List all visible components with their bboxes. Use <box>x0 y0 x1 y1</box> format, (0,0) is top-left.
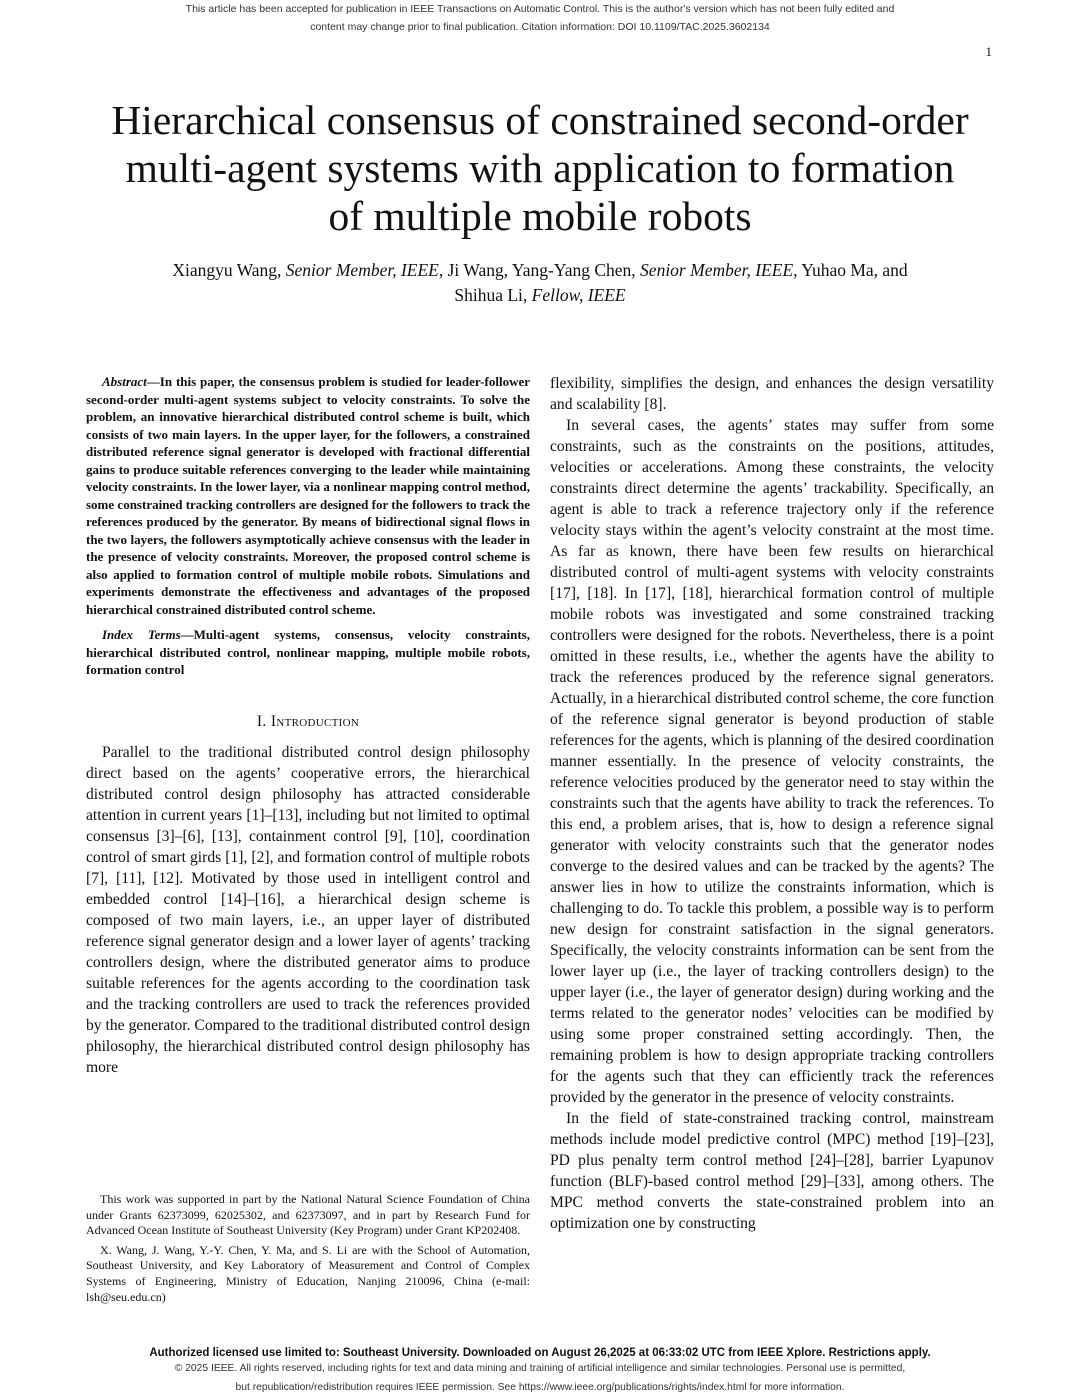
funding-note: This work was supported in part by the National Natural Science Foundation of China under Grants 62373099, 62025302, and 62373097, and in part by Research Fund for Advanced Ocean Institute of Southeast University (Key Program) under Grant KP202408. <box>86 1192 530 1238</box>
license-line-1: Authorized licensed use limited to: Southeast University. Downloaded on August 26,2025 at 06:33:02 UTC from IEEE Xplore. Restrictions apply. <box>149 1347 931 1359</box>
author-names: Ji Wang, Yang-Yang Chen, <box>447 260 636 280</box>
index-terms <box>86 626 530 679</box>
license-line-2: © 2025 IEEE. All rights reserved, including rights for text and data mining and training of artificial intelligence and similar technologies. Personal use is permitted, <box>174 1363 906 1374</box>
intro-paragraph-3: In the field of state-constrained tracking control, mainstream methods include model predictive control (MPC) method [19]–[23], PD plus penalty term control method [24]–[28], barrier Lyapunov function (BLF)-based control method [29]–[33], among others. The MPC method converts the state-constrained problem into an optimization one by constructing <box>550 1110 994 1232</box>
publication-banner <box>0 0 1080 36</box>
banner-line-2: content may change prior to final publication. Citation information: DOI 10.1109/TAC.2025.3602134 <box>310 21 770 33</box>
license-line-3: but republication/redistribution requires IEEE permission. See https://www.ieee.org/publications/rights/index.html for more information. <box>235 1382 845 1393</box>
title-line-3: of multiple mobile robots <box>328 193 752 239</box>
abstract-text: —In this paper, the consensus problem is studied for leader-follower second-order multi-agent systems subject to velocity constraints. To solve the problem, an innovative hierarchical distributed control scheme is built, which consists of two main layers. In the upper layer, for the followers, a constrained distributed reference signal generator is developed with fractional differential gains to produce suitable references converging to the leader while maintaining velocity constraints. In the lower layer, via a nonlinear mapping control method, some constrained tracking controllers are designed for the followers to track the references produced by the generator. By means of bidirectional signal flows in the two layers, the followers asymptotically achieve consensus with the leader in the presence of velocity constraints. Moreover, the proposed control scheme is also applied to formation control of multiple mobile robots. Simulations and experiments demonstrate the effectiveness and advantages of the proposed hierarchical constrained distributed control scheme. <box>86 374 530 617</box>
section-number: I. <box>256 712 267 730</box>
banner-line-1: This article has been accepted for publication in IEEE Transactions on Automatic Control. This is the author's version which has not been fully edited and <box>185 3 895 15</box>
paper-title <box>60 96 1020 240</box>
author-li-shihua: Shihua Li, <box>454 285 528 305</box>
intro-paragraph-1-continued: flexibility, simplifies the design, and enhances the design versatility and scalability [8]. <box>550 375 994 413</box>
page-number: 1 <box>985 44 992 59</box>
author-role: Senior Member, IEEE, <box>285 260 444 280</box>
index-terms-text: —Multi-agent systems, consensus, velocity constraints, hierarchical distributed control, nonlinear mapping, multiple mobile robots, formation control <box>86 627 530 677</box>
author-line-2 <box>80 283 1000 308</box>
intro-paragraph-2: In several cases, the agents’ states may suffer from some constraints, such as the constraints on the positions, attitudes, velocities or accelerations. Among these constraints, the velocity constraints direct determine the agents’ trackability. Specifically, an agent is able to track a reference trajectory only if the reference velocity stays within the agent’s velocity constraint at the most time. As far as known, there have been few results on hierarchical distributed control of multi-agent systems with velocity constraints [17], [18]. In [17], [18], hierarchical formation control of multiple mobile robots was investigated and some constrained tracking controllers were designed for the robots. Nevertheless, there is a point omitted in these results, i.e., whether the agents have the ability to track the references produced by the reference signal generators. Actually, in a hierarchical distributed control scheme, the core function of the reference signal generator is beyond production of stable references for the agents, which is planning of the desired coordination manner essentially. In the presence of velocity constraints, the reference velocities produced by the generator need to stay within the constraints such that the agents have ability to track the references. To this end, a problem arises, that is, how to design a reference signal generator with velocity constraints such that the generator nodes converge to the desired values and can be tracked by the agents? The answer lies in how to utilize the constraints information, which is challenging to do. To tackle this problem, a possible way is to perform new design for constraint satisfaction in the signal generators. Specifically, the velocity constraints information can be sent from the lower layer up (i.e., the layer of tracking controllers design) to the upper layer (i.e., the layer of generator design) during working and the terms related to the generator nodes’ velocities can be modified by using some proper constrained setting accordingly. Then, the remaining problem is how to design appropriate tracking controllers for the agents such that they can efficiently track the references provided by the generator in the presence of velocity constraints. <box>550 417 994 1106</box>
author-role: Fellow, IEEE <box>531 285 626 305</box>
author-role: Senior Member, IEEE, <box>640 260 798 280</box>
license-footer <box>0 1346 1080 1395</box>
section-title: Introduction <box>270 712 360 730</box>
intro-paragraph-1: Parallel to the traditional distributed control design philosophy direct based on the agents’ cooperative errors, the hierarchical distributed control design philosophy has attracted considerable attention in current years [1]–[13], including but not limited to optimal consensus [3]–[6], [13], containment control [9], [10], coordination control of smart girds [1], [2], and formation control of multiple robots [7], [11], [12]. Motivated by those used in intelligent control and embedded control [14]–[16], a hierarchical design scheme is composed of two main layers, i.e., an upper layer of distributed reference signal generator design and a lower layer of agents’ tracking controllers design, where the distributed generator aims to produce suitable references for the agents according to the coordination task and the tracking controllers are used to track the references provided by the generator. Compared to the traditional distributed control design philosophy, the hierarchical distributed control design philosophy has more <box>86 743 530 1076</box>
author-line-1 <box>80 258 1000 283</box>
right-column <box>550 373 994 1234</box>
author-list <box>80 258 1000 308</box>
author-names: Yuhao Ma, and <box>801 260 908 280</box>
title-line-2: multi-agent systems with application to formation <box>125 145 955 191</box>
section-heading <box>86 711 530 732</box>
footnote <box>86 1192 530 1305</box>
abstract-lead: Abstract <box>102 374 147 389</box>
affiliation-note: X. Wang, J. Wang, Y.-Y. Chen, Y. Ma, and S. Li are with the School of Automation, Southeast University, and Key Laboratory of Measurement and Control of Complex Systems of Engineering, Ministry of Education, Nanjing 210096, China (e-mail: lsh@seu.edu.cn) <box>86 1242 530 1304</box>
author-wang-xiangyu: Xiangyu Wang, <box>172 260 282 280</box>
index-terms-lead: Index Terms <box>102 627 181 642</box>
abstract <box>86 373 530 618</box>
title-line-1: Hierarchical consensus of constrained second-order <box>111 97 969 143</box>
left-column <box>86 373 530 1078</box>
